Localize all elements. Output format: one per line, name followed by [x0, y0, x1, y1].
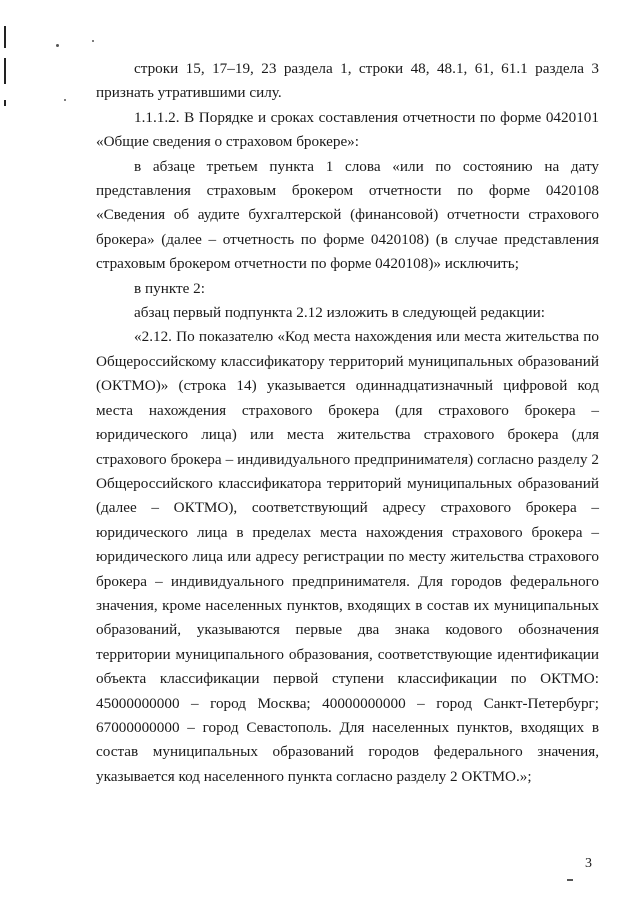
paragraph-point-1-amendment: в абзаце третьем пункта 1 слова «или по состоянию на дату представления страховым брокером отчетности по форме 0420108 «Сведения об аудите бухгалтерской (финансовой) отчетности страхового брокера» (далее – отчетность по форме 0420108) (в случае представления страховым брокером отчетности по форме 0420108)» исключить; — [96, 157, 599, 273]
page-number: 3 — [585, 856, 592, 871]
paragraph-2-12-new-text: «2.12. По показателю «Код места нахождения или места жительства по Общероссийскому классификатору территорий муниципальных образований (ОКТМО)» (строка 14) указывается одиннадцатизначный цифровой код места нахождения страхового брокера (для страхового брокера – юридического лица) или места жительства страхового брокера (для страхового брокера – индивидуального предпринимателя) согласно разделу 2 Общероссийского классификатора территорий муниципальных образований (далее – ОКТМО), соответствующий адресу страхового брокера – юридического лица в пределах места нахождения страхового брокера – юридического лица или адресу регистрации по месту жительства страхового брокера – индивидуального предпринимателя. Для городов федерального значения, кроме населенных пунктов, входящих в состав их муниципальных образований, указываются первые два знака кодового обозначения территории муниципального образования, соответствующие идентификации объекта классификации первой ступени классификации по ОКТМО: 45000000000 – город Москва; 40000000000 – город Санкт-Петербург; 67000000000 – город Севастополь. Для населенных пунктов, входящих в состав муниципальных образований городов федерального значения, указывается код населенного пункта согласно разделу 2 ОКТМО.»; — [96, 328, 599, 785]
paragraph-subpoint-2-12-intro: абзац первый подпункта 2.12 изложить в следующей редакции: — [134, 304, 546, 322]
paragraph-in-point-2: в пункте 2: — [134, 279, 205, 297]
left-margin-mark — [4, 58, 6, 84]
paragraph-invalidated-lines: строки 15, 17–19, 23 раздела 1, строки 48, 48.1, 61, 61.1 раздела 3 признать утратившими силу. — [96, 60, 599, 102]
left-margin-mark — [4, 26, 6, 48]
left-margin-mark — [4, 100, 6, 106]
document-body — [96, 57, 599, 789]
scan-dot — [56, 44, 59, 47]
scan-dot — [64, 99, 66, 101]
scan-dot — [92, 40, 94, 42]
paragraph-1-1-1-2: 1.1.1.2. В Порядке и сроках составления отчетности по форме 0420101 «Общие сведения о страховом брокере»: — [96, 108, 599, 151]
bottom-dash-mark — [567, 879, 573, 881]
